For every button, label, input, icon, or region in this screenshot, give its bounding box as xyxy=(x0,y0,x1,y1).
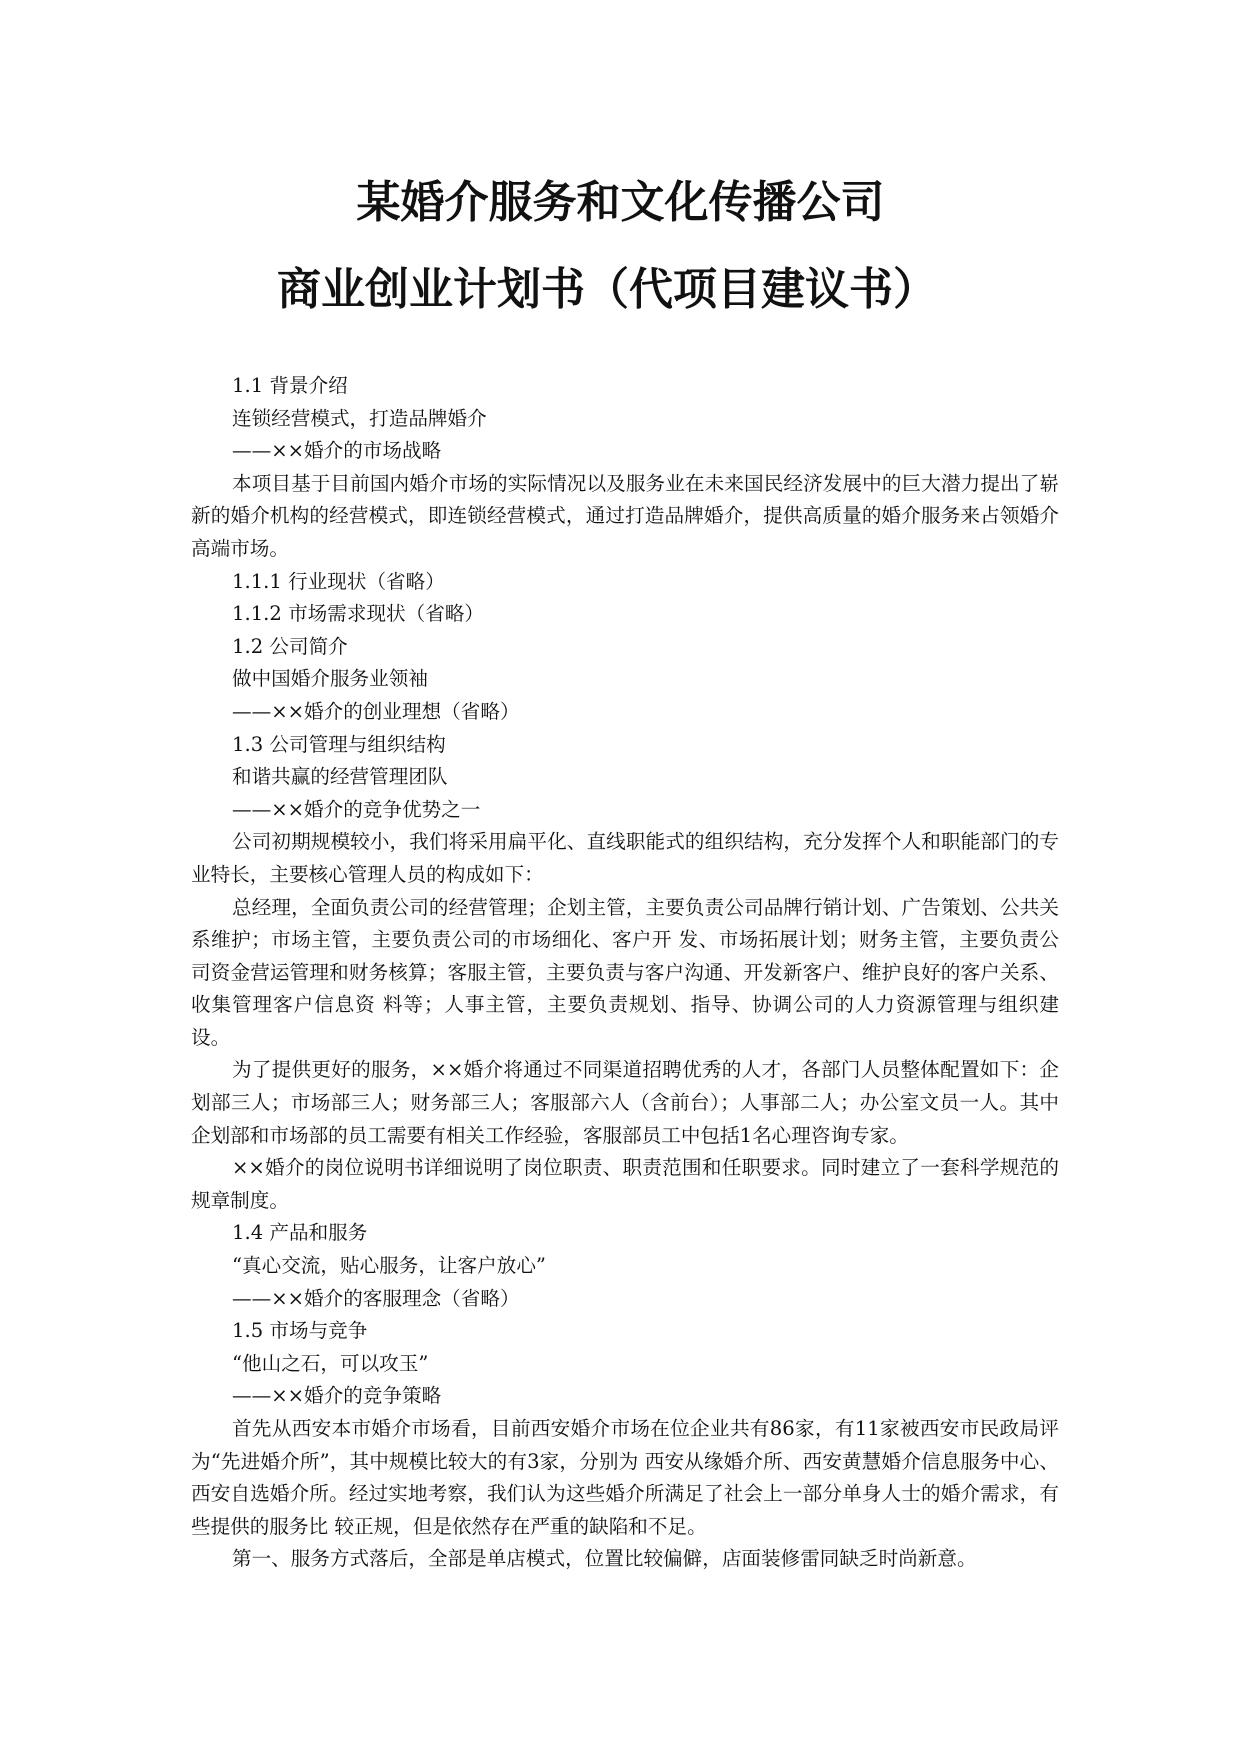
body-paragraph: 第一、服务方式落后，全部是单店模式，位置比较偏僻，店面装修雷同缺乏时尚新意。 xyxy=(232,1547,977,1571)
section-heading: 1.1 背景介绍 xyxy=(232,374,348,397)
document-body xyxy=(191,370,1059,1576)
document-title-line-1: 某婚介服务和文化传播公司 xyxy=(356,177,885,228)
subtitle-line: ——××婚介的竞争策略 xyxy=(232,1384,442,1408)
subtitle-line: 连锁经营模式，打造品牌婚介 xyxy=(232,406,487,430)
section-heading: 1.1.1 行业现状（省略） xyxy=(232,569,445,593)
subtitle-line: “真心交流，贴心服务，让客户放心” xyxy=(232,1254,546,1278)
body-paragraph: 本项目基于目前国内婚介市场的实际情况以及服务业在未来国民经济发展中的巨大潜力提出了崭新的婚介机构的经营模式，即连锁经营模式，通过打造品牌婚介，提供高质量的婚介服务来占领婚介高端市场。 xyxy=(191,471,1059,560)
body-paragraph: 为了提供更好的服务，××婚介将通过不同渠道招聘优秀的人才，各部门人员整体配置如下：企划部三人；市场部三人；财务部三人；客服部六人（含前台）；人事部二人；办公室文员一人。其中企划部和市场部的员工需要有相关工作经验，客服部员工中包括1名心理咨询专家。 xyxy=(191,1058,1059,1147)
subtitle-line: ——××婚介的竞争优势之一 xyxy=(232,797,481,821)
body-paragraph: ××婚介的岗位说明书详细说明了岗位职责、职责范围和任职要求。同时建立了一套科学规范的规章制度。 xyxy=(191,1156,1059,1212)
section-heading: 1.2 公司简介 xyxy=(232,634,348,658)
section-heading: 1.3 公司管理与组织结构 xyxy=(232,732,446,756)
subtitle-line: ——××婚介的创业理想（省略） xyxy=(232,699,520,723)
subtitle-line: 和谐共赢的经营管理团队 xyxy=(232,765,448,789)
section-heading: 1.1.2 市场需求现状（省略） xyxy=(232,602,485,626)
document-title-line-2: 商业创业计划书（代项目建议书） xyxy=(277,264,937,315)
subtitle-line: ——××婚介的市场战略 xyxy=(232,439,442,463)
body-paragraph: 总经理，全面负责公司的经营管理；企划主管，主要负责公司品牌行销计划、广告策划、公共关系维护；市场主管，主要负责公司的市场细化、客户开 发、市场拓展计划；财务主管，主要负责公司资金营运管理和财务核算；客服主管，主要负责与客户沟通、开发新客户、维护良好的客户关系、收集管理客户信息资 料等；人事主管，主要负责规划、指导、协调公司的人力资源管理与组织建设。 xyxy=(191,895,1059,1049)
body-paragraph: 首先从西安本市婚介市场看，目前西安婚介市场在位企业共有86家，有11家被西安市民政局评为“先进婚介所”，其中规模比较大的有3家，分别为 西安从缘婚介所、西安黄慧婚介信息服务中心、西安自选婚介所。经过实地考察，我们认为这些婚介所满足了社会上一部分单身人士的婚介需求，有些提供的服务比 较正规，但是依然存在严重的缺陷和不足。 xyxy=(191,1417,1059,1538)
subtitle-line: 做中国婚介服务业领袖 xyxy=(232,667,428,691)
subtitle-line: ——××婚介的客服理念（省略） xyxy=(232,1286,520,1310)
body-paragraph: 公司初期规模较小，我们将采用扁平化、直线职能式的组织结构，充分发挥个人和职能部门的专业特长，主要核心管理人员的构成如下： xyxy=(191,830,1059,886)
subtitle-line: “他山之石，可以攻玉” xyxy=(232,1351,429,1375)
section-heading: 1.4 产品和服务 xyxy=(232,1221,368,1245)
section-heading: 1.5 市场与竞争 xyxy=(232,1319,368,1343)
